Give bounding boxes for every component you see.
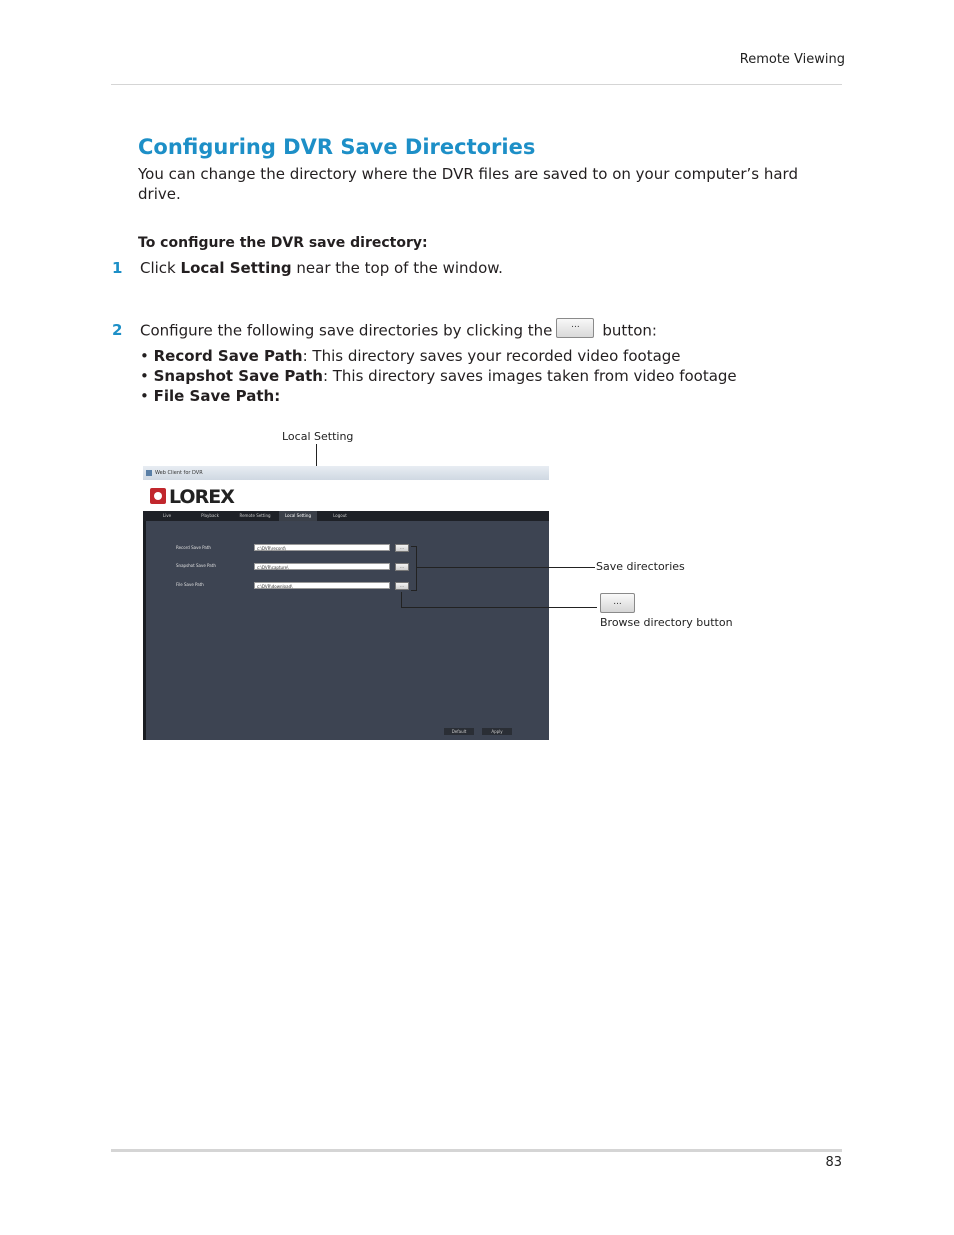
procedure-heading: To configure the DVR save directory:: [138, 235, 428, 251]
tab-logout[interactable]: Logout: [333, 513, 347, 518]
directory-list: [140, 346, 737, 406]
snapshot-path-label: Snapshot Save Path: [176, 563, 216, 568]
tab-remote-setting[interactable]: Remote Setting: [239, 513, 271, 518]
step-number: 1: [112, 259, 123, 277]
list-item: • File Save Path:: [140, 387, 281, 405]
lorex-logo-icon: [150, 488, 166, 504]
window-titlebar: Web Client for DVR: [143, 466, 549, 480]
intro-paragraph: You can change the directory where the DVR files are saved to on your computer’s hard drive.: [138, 165, 798, 203]
browse-button-inline-icon: ...: [556, 318, 594, 338]
snapshot-path-field[interactable]: c:\DVR\capture\: [254, 563, 390, 570]
window-icon: [146, 470, 152, 476]
record-path-browse-button[interactable]: ...: [395, 544, 409, 552]
list-item: • Record Save Path: This directory saves your recorded video footage: [140, 347, 681, 365]
footer-rule: [111, 1149, 842, 1152]
callout-local-setting: Local Setting: [282, 430, 354, 443]
page-number: 83: [825, 1155, 842, 1170]
file-path-label: File Save Path: [176, 582, 204, 587]
record-path-field[interactable]: c:\DVR\record\: [254, 544, 390, 551]
tab-local-setting[interactable]: Local Setting: [279, 511, 317, 521]
step-text: Configure the following save directories by clicking the ... button:: [140, 320, 657, 340]
step-number: 2: [112, 321, 123, 339]
header-rule: [111, 84, 842, 85]
page-title: Configuring DVR Save Directories: [138, 135, 536, 159]
step-text: Click Local Setting near the top of the window.: [140, 259, 503, 277]
callout-line: [416, 567, 595, 568]
apply-button[interactable]: Apply: [482, 728, 512, 735]
browse-directory-button: ...: [600, 593, 635, 613]
logo-area: [143, 480, 549, 511]
tab-live[interactable]: Live: [162, 513, 172, 518]
callout-line: [401, 592, 402, 608]
callout-line: [401, 607, 597, 608]
default-button[interactable]: Default: [444, 728, 474, 735]
list-item: • Snapshot Save Path: This directory saves images taken from video footage: [140, 367, 737, 385]
callout-browse-directory: Browse directory button: [600, 616, 733, 629]
callout-save-directories: Save directories: [596, 560, 685, 573]
tab-playback[interactable]: Playback: [201, 513, 219, 518]
web-client-screenshot: [143, 466, 549, 740]
file-path-browse-button[interactable]: ...: [395, 582, 409, 590]
settings-panel: [146, 521, 549, 740]
snapshot-path-browse-button[interactable]: ...: [395, 563, 409, 571]
running-header: Remote Viewing: [739, 52, 845, 67]
nav-bar: [143, 511, 549, 521]
record-path-label: Record Save Path: [176, 545, 211, 550]
bracket-line: [416, 546, 417, 591]
lorex-logo: LOREX: [169, 486, 234, 508]
file-path-field[interactable]: c:\DVR\download\: [254, 582, 390, 589]
